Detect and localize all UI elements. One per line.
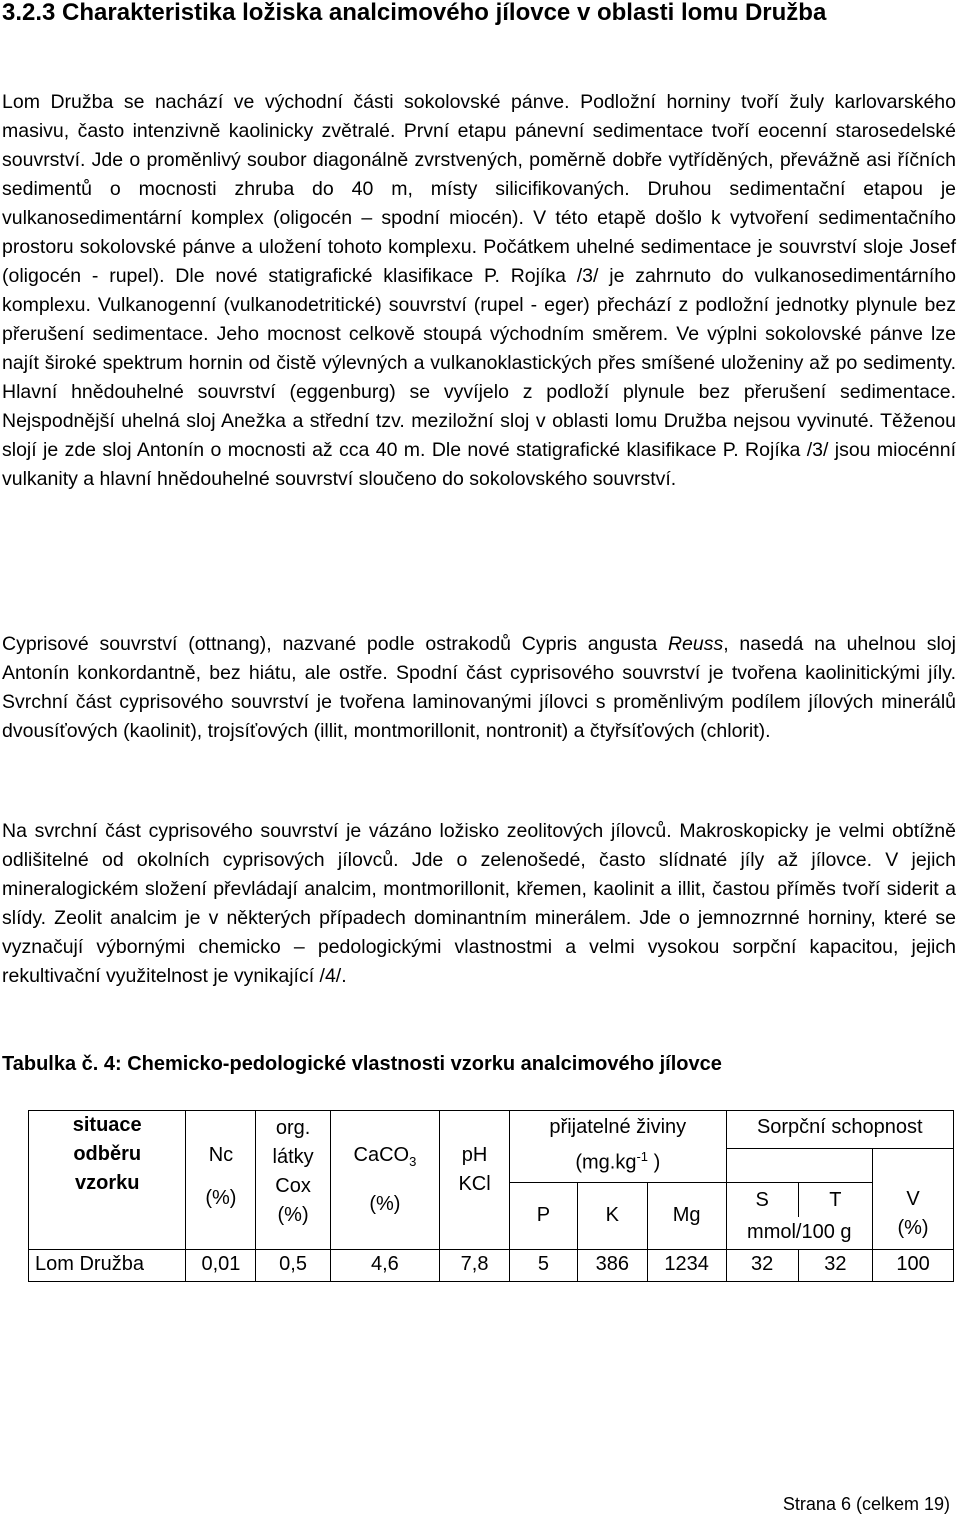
header-p: P — [510, 1183, 578, 1250]
cell-v: 100 — [873, 1249, 954, 1281]
header-t: T — [798, 1183, 872, 1218]
header-s: S — [726, 1183, 798, 1218]
cell-k: 386 — [577, 1249, 647, 1281]
header-ph-kcl: pH KCl — [440, 1111, 510, 1250]
header-available-nutrients: přijatelné živiny ($mg.kg^{-1}$ ) — [510, 1111, 726, 1183]
cell-ph: 7,8 — [440, 1249, 510, 1281]
section-heading: 3.2.3 Charakteristika ložiska analcimového jílovce v oblasti lomu Družba — [2, 0, 827, 26]
paragraph-zeolite: Na svrchní část cyprisového souvrství je vázáno ložisko zeolitových jílovců. Makroskopicky je velmi obtížně odlišitelné od okolních cyprisových jílovců. Jde o zelenošedé, často slídnaté jíly až jílovce. V jejich mineralogickém složení převládají analcim, montmorillonit, křemen, kaolinit a illit, častou příměs tvoří siderit a slídy. Zeolit analcim je v některých případech dominantním minerálem. Jde o jemnozrnné horniny, které se vyznačují výbornými chemicko – pedologickými vlastnostmi a velmi vysokou sorpční kapacitou, jejich rekultivační využitelnost je vynikající /4/. — [2, 820, 956, 987]
cell-caco3: 4,6 — [330, 1249, 439, 1281]
cell-nc: 0,01 — [186, 1249, 256, 1281]
paragraph-cypris — [2, 630, 956, 746]
author-name-italic: Reuss — [667, 633, 724, 655]
header-org-cox: org. látky Cox (%) — [256, 1111, 330, 1250]
paragraph-cypris-text-a: Cyprisové souvrství (ottnang), nazvané podle ostrakodů Cypris angusta — [2, 633, 668, 655]
header-mg: Mg — [647, 1183, 726, 1250]
header-sorption-spacer — [726, 1149, 873, 1183]
header-v: V (%) — [873, 1149, 954, 1250]
paragraph-geology: Lom Družba se nachází ve východní části sokolovské pánve. Podložní horniny tvoří žuly karlovarského masivu, často intenzivně kaolinicky zvětralé. První etapu pánevní sedimentace tvoří eocenní starosedelské souvrství. Jde o proměnlivý soubor diagonálně zvrstvených, poměrně dobře vytříděných, převážně asi říčních sedimentů o mocnosti zhruba do 40 m, místy silicifikovaných. Druhou sedimentační etapou je vulkanosedimentární komplex (oligocén – spodní miocén). V této etapě došlo k vytvoření sedimentačního prostoru sokolovské pánve a uložení tohoto komplexu. Počátkem uhelné sedimentace je souvrství sloje Josef (oligocén - rupel). Dle nové statigrafické klasifikace P. Rojíka /3/ je zahrnuto do vulkanosedimentárního komplexu. Vulkanogenní (vulkanodetritické) souvrství (rupel - eger) přechází z podložní jednotky plynule bez přerušení sedimentace. Jeho mocnost celkově stoupá východním směrem. Ve výplni sokolovské pánve lze najít široké spektrum hornin od čistě výlevných a vulkanoklastických přes smíšené uloženiny až po sedimenty. Hlavní hnědouhelné souvrství (eggenburg) se vyvíjelo z podloží plynule bez přerušení sedimentace. Nejspodnější uhelná sloj Anežka a střední tzv. meziložní sloj v oblasti lomu Družba nejsou vyvinuté. Těženou slojí je zde sloj Antonín o mocnosti až cca 40 m. Dle nové statigrafické klasifikace P. Rojíka /3/ jsou miocénní vulkanity a hlavní hnědouhelné souvrství sloučeno do sokolovského souvrství. — [2, 91, 956, 490]
cell-s: 32 — [726, 1249, 798, 1281]
cell-p: 5 — [510, 1249, 578, 1281]
header-sorption-capacity: Sorpční schopnost — [726, 1111, 953, 1149]
header-nc: Nc (%) — [186, 1111, 256, 1250]
cell-mg: 1234 — [647, 1249, 726, 1281]
header-k: K — [577, 1183, 647, 1250]
table-row — [29, 1249, 954, 1281]
cell-cox: 0,5 — [256, 1249, 330, 1281]
header-sampling-site: situace odběru vzorku — [29, 1111, 186, 1250]
cell-location: Lom Družba — [29, 1249, 186, 1281]
table-caption: Tabulka č. 4: Chemicko-pedologické vlastnosti vzorku analcimového jílovce — [2, 1053, 722, 1075]
page-number: Strana 6 (celkem 19) — [782, 1494, 950, 1514]
header-mmol-unit: mmol/100 g — [726, 1217, 873, 1249]
properties-table — [28, 1110, 954, 1282]
paragraph-cypris-text-b: , nasedá na uhelnou sloj Antonín konkordantně, bez hiátu, ale ostře. Spodní část cyprisového souvrství je tvořena kaolinitickými jíly. Svrchní část cyprisového souvrství je tvořena laminovanými jílovci s proměnlivým podílem jílových minerálů dvousíťových (kaolinit), trojsíťových (illit, montmorillonit, nontronit) a čtyřsíťových (chlorit). — [2, 633, 956, 742]
cell-t: 32 — [798, 1249, 872, 1281]
header-caco3: CaCO$_3$ (%) — [330, 1111, 439, 1250]
